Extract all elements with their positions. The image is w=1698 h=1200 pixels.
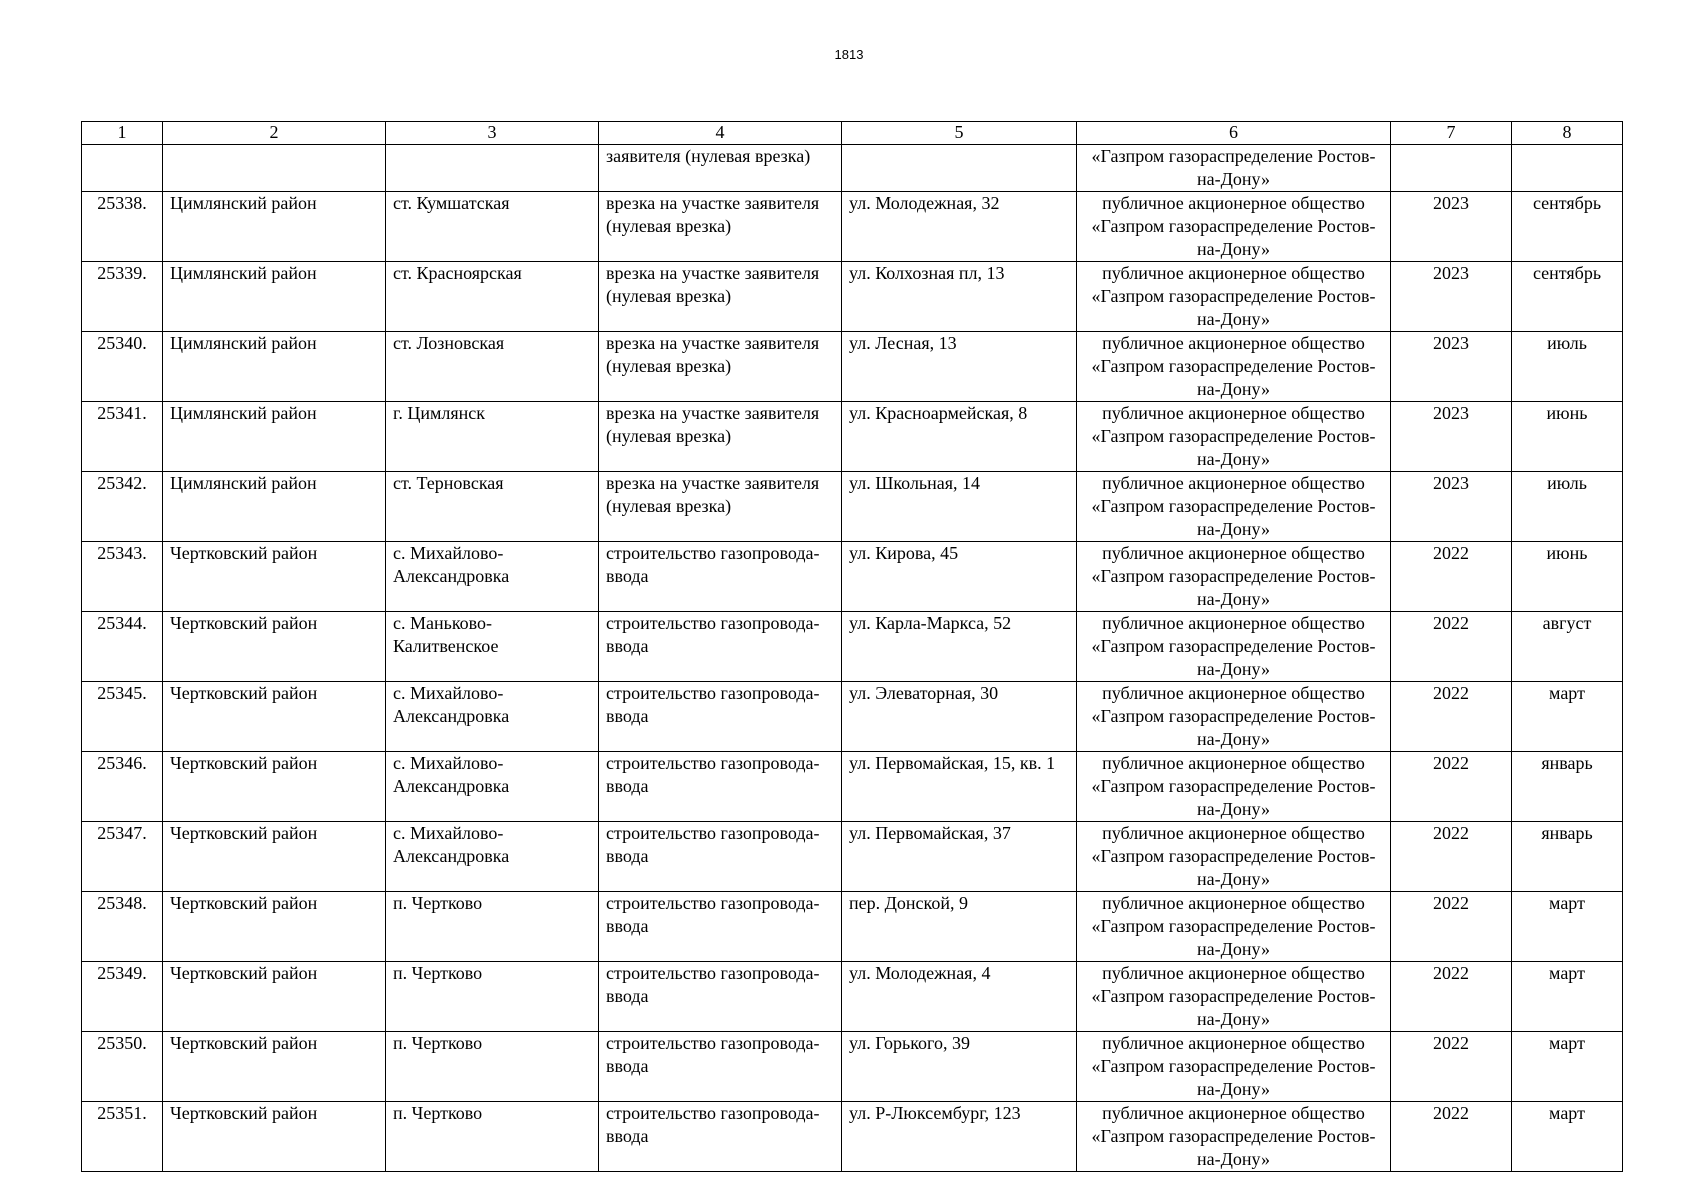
address-cell: ул. Горького, 39 — [842, 1032, 1077, 1102]
organization-cell: публичное акционерное общество «Газпром газораспределение Ростов-на-Дону» — [1077, 192, 1391, 262]
organization-cell: «Газпром газораспределение Ростов-на-Дону» — [1077, 145, 1391, 192]
settlement-cell: г. Цимлянск — [386, 402, 599, 472]
address-cell: ул. Школьная, 14 — [842, 472, 1077, 542]
district-cell: Цимлянский район — [163, 192, 386, 262]
row-number-cell: 25343. — [82, 542, 163, 612]
row-number-cell: 25350. — [82, 1032, 163, 1102]
year-cell: 2022 — [1391, 1102, 1512, 1172]
settlement-cell: с. Михайлово-Александровка — [386, 682, 599, 752]
row-number-cell: 25349. — [82, 962, 163, 1032]
district-cell: Чертковский район — [163, 682, 386, 752]
row-number-cell: 25347. — [82, 822, 163, 892]
month-cell: март — [1512, 892, 1623, 962]
column-header: 7 — [1391, 122, 1512, 145]
year-cell: 2022 — [1391, 752, 1512, 822]
table-row — [82, 262, 1623, 332]
organization-cell: публичное акционерное общество «Газпром газораспределение Ростов-на-Дону» — [1077, 892, 1391, 962]
district-cell: Чертковский район — [163, 962, 386, 1032]
address-cell: ул. Кирова, 45 — [842, 542, 1077, 612]
settlement-cell: п. Чертково — [386, 892, 599, 962]
year-cell: 2022 — [1391, 682, 1512, 752]
row-number-cell: 25341. — [82, 402, 163, 472]
table-row — [82, 145, 1623, 192]
column-header: 4 — [599, 122, 842, 145]
row-number-cell — [82, 145, 163, 192]
column-header: 1 — [82, 122, 163, 145]
settlement-cell: с. Михайлово-Александровка — [386, 752, 599, 822]
table-row — [82, 822, 1623, 892]
year-cell: 2023 — [1391, 192, 1512, 262]
address-cell: ул. Первомайская, 37 — [842, 822, 1077, 892]
column-header: 8 — [1512, 122, 1623, 145]
address-cell: ул. Колхозная пл, 13 — [842, 262, 1077, 332]
work-type-cell: строительство газопровода-ввода — [599, 752, 842, 822]
month-cell: март — [1512, 1032, 1623, 1102]
year-cell: 2022 — [1391, 822, 1512, 892]
row-number-cell: 25342. — [82, 472, 163, 542]
row-number-cell: 25346. — [82, 752, 163, 822]
organization-cell: публичное акционерное общество «Газпром газораспределение Ростов-на-Дону» — [1077, 612, 1391, 682]
gasification-table — [81, 121, 1623, 1172]
district-cell: Чертковский район — [163, 752, 386, 822]
settlement-cell: с. Михайлово-Александровка — [386, 822, 599, 892]
district-cell: Цимлянский район — [163, 262, 386, 332]
month-cell: июль — [1512, 332, 1623, 402]
month-cell: июль — [1512, 472, 1623, 542]
year-cell: 2022 — [1391, 542, 1512, 612]
table-row — [82, 402, 1623, 472]
year-cell: 2023 — [1391, 472, 1512, 542]
work-type-cell: врезка на участке заявителя (нулевая врезка) — [599, 402, 842, 472]
year-cell: 2023 — [1391, 402, 1512, 472]
month-cell: март — [1512, 962, 1623, 1032]
month-cell: август — [1512, 612, 1623, 682]
organization-cell: публичное акционерное общество «Газпром газораспределение Ростов-на-Дону» — [1077, 542, 1391, 612]
organization-cell: публичное акционерное общество «Газпром газораспределение Ростов-на-Дону» — [1077, 822, 1391, 892]
month-cell: сентябрь — [1512, 192, 1623, 262]
row-number-cell: 25340. — [82, 332, 163, 402]
address-cell: ул. Красноармейская, 8 — [842, 402, 1077, 472]
column-header: 5 — [842, 122, 1077, 145]
row-number-cell: 25344. — [82, 612, 163, 682]
address-cell: ул. Первомайская, 15, кв. 1 — [842, 752, 1077, 822]
district-cell: Чертковский район — [163, 542, 386, 612]
work-type-cell: врезка на участке заявителя (нулевая врезка) — [599, 472, 842, 542]
table-row — [82, 892, 1623, 962]
address-cell: ул. Молодежная, 4 — [842, 962, 1077, 1032]
year-cell: 2022 — [1391, 1032, 1512, 1102]
work-type-cell: строительство газопровода-ввода — [599, 1032, 842, 1102]
year-cell: 2022 — [1391, 962, 1512, 1032]
address-cell: ул. Элеваторная, 30 — [842, 682, 1077, 752]
settlement-cell: с. Михайлово-Александровка — [386, 542, 599, 612]
address-cell: ул. Молодежная, 32 — [842, 192, 1077, 262]
address-cell: пер. Донской, 9 — [842, 892, 1077, 962]
organization-cell: публичное акционерное общество «Газпром газораспределение Ростов-на-Дону» — [1077, 332, 1391, 402]
address-cell: ул. Карла-Маркса, 52 — [842, 612, 1077, 682]
address-cell — [842, 145, 1077, 192]
district-cell: Цимлянский район — [163, 472, 386, 542]
table-row — [82, 472, 1623, 542]
work-type-cell: врезка на участке заявителя (нулевая врезка) — [599, 332, 842, 402]
column-header: 2 — [163, 122, 386, 145]
organization-cell: публичное акционерное общество «Газпром газораспределение Ростов-на-Дону» — [1077, 1032, 1391, 1102]
month-cell — [1512, 145, 1623, 192]
row-number-cell: 25348. — [82, 892, 163, 962]
settlement-cell — [386, 145, 599, 192]
month-cell: июнь — [1512, 402, 1623, 472]
address-cell: ул. Лесная, 13 — [842, 332, 1077, 402]
column-header: 3 — [386, 122, 599, 145]
row-number-cell: 25339. — [82, 262, 163, 332]
district-cell: Цимлянский район — [163, 332, 386, 402]
work-type-cell: строительство газопровода-ввода — [599, 1102, 842, 1172]
column-header: 6 — [1077, 122, 1391, 145]
table-row — [82, 332, 1623, 402]
work-type-cell: заявителя (нулевая врезка) — [599, 145, 842, 192]
table-row — [82, 962, 1623, 1032]
organization-cell: публичное акционерное общество «Газпром газораспределение Ростов-на-Дону» — [1077, 682, 1391, 752]
row-number-cell: 25338. — [82, 192, 163, 262]
page-number: 1813 — [834, 47, 864, 62]
organization-cell: публичное акционерное общество «Газпром газораспределение Ростов-на-Дону» — [1077, 962, 1391, 1032]
table-row — [82, 1102, 1623, 1172]
district-cell: Чертковский район — [163, 612, 386, 682]
month-cell: июнь — [1512, 542, 1623, 612]
settlement-cell: ст. Терновская — [386, 472, 599, 542]
year-cell: 2023 — [1391, 332, 1512, 402]
work-type-cell: строительство газопровода-ввода — [599, 612, 842, 682]
work-type-cell: врезка на участке заявителя (нулевая врезка) — [599, 262, 842, 332]
settlement-cell: ст. Лозновская — [386, 332, 599, 402]
table-row — [82, 192, 1623, 262]
row-number-cell: 25351. — [82, 1102, 163, 1172]
table-row — [82, 612, 1623, 682]
district-cell: Чертковский район — [163, 1032, 386, 1102]
month-cell: январь — [1512, 822, 1623, 892]
address-cell: ул. Р-Люксембург, 123 — [842, 1102, 1077, 1172]
table-row — [82, 752, 1623, 822]
work-type-cell: строительство газопровода-ввода — [599, 682, 842, 752]
work-type-cell: строительство газопровода-ввода — [599, 542, 842, 612]
header-row — [82, 122, 1623, 145]
district-cell: Чертковский район — [163, 892, 386, 962]
settlement-cell: ст. Красноярская — [386, 262, 599, 332]
organization-cell: публичное акционерное общество «Газпром газораспределение Ростов-на-Дону» — [1077, 402, 1391, 472]
settlement-cell: п. Чертково — [386, 962, 599, 1032]
year-cell: 2022 — [1391, 892, 1512, 962]
month-cell: сентябрь — [1512, 262, 1623, 332]
work-type-cell: строительство газопровода-ввода — [599, 962, 842, 1032]
district-cell: Чертковский район — [163, 1102, 386, 1172]
table-row — [82, 1032, 1623, 1102]
district-cell: Цимлянский район — [163, 402, 386, 472]
month-cell: март — [1512, 1102, 1623, 1172]
year-cell: 2022 — [1391, 612, 1512, 682]
year-cell: 2023 — [1391, 262, 1512, 332]
table-row — [82, 682, 1623, 752]
month-cell: март — [1512, 682, 1623, 752]
organization-cell: публичное акционерное общество «Газпром газораспределение Ростов-на-Дону» — [1077, 1102, 1391, 1172]
settlement-cell: п. Чертково — [386, 1102, 599, 1172]
organization-cell: публичное акционерное общество «Газпром газораспределение Ростов-на-Дону» — [1077, 262, 1391, 332]
organization-cell: публичное акционерное общество «Газпром газораспределение Ростов-на-Дону» — [1077, 752, 1391, 822]
work-type-cell: строительство газопровода-ввода — [599, 892, 842, 962]
organization-cell: публичное акционерное общество «Газпром газораспределение Ростов-на-Дону» — [1077, 472, 1391, 542]
district-cell — [163, 145, 386, 192]
row-number-cell: 25345. — [82, 682, 163, 752]
month-cell: январь — [1512, 752, 1623, 822]
table-row — [82, 542, 1623, 612]
work-type-cell: строительство газопровода-ввода — [599, 822, 842, 892]
work-type-cell: врезка на участке заявителя (нулевая врезка) — [599, 192, 842, 262]
settlement-cell: п. Чертково — [386, 1032, 599, 1102]
year-cell — [1391, 145, 1512, 192]
settlement-cell: с. Маньково-Калитвенское — [386, 612, 599, 682]
settlement-cell: ст. Кумшатская — [386, 192, 599, 262]
district-cell: Чертковский район — [163, 822, 386, 892]
